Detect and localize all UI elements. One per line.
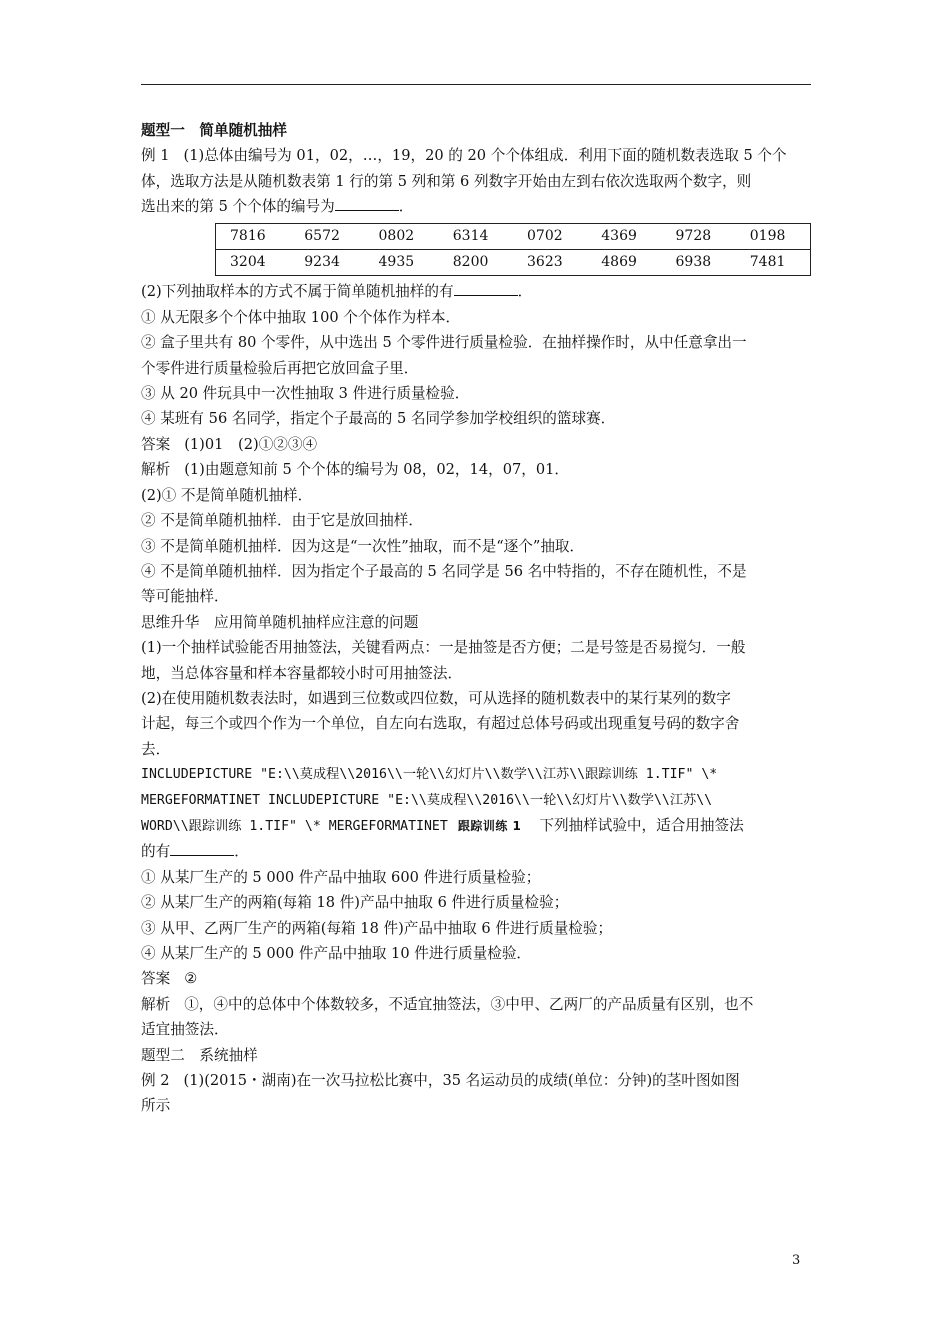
table-cell: 7481 (736, 250, 811, 276)
table-row (216, 250, 811, 276)
example1-analysis-first: 解析 (1)由题意知前 5 个个体的编号为 08，02，14，07，01． (141, 461, 570, 479)
table-cell: 6938 (662, 250, 736, 276)
example2-label: 例 2 (141, 1072, 170, 1090)
example1-line-2: 体，选取方法是从随机数表第 1 行的第 5 列和第 6 列数字开始由左到右依次选取两个数字，则 (141, 172, 752, 190)
example1-answer (141, 432, 811, 457)
thinking-line: (2)在使用随机数表法时，如遇到三位数或四位数，可从选择的随机数表中的某行某列的数字 (141, 689, 731, 707)
table-cell: 3204 (216, 250, 291, 276)
analysis-label: 解析 (141, 461, 171, 479)
table-cell: 0198 (749, 227, 786, 244)
include-field-line-3: WORD\\跟踪训练 1.TIF" \* MERGEFORMATINET (141, 818, 448, 834)
table-cell: 4369 (601, 227, 637, 244)
option-line: ④ 从某厂生产的 5 000 件产品中抽取 10 件进行质量检验． (141, 945, 532, 962)
example1-part2-intro: (2)下列抽取样本的方式不属于简单随机抽样的有 ． (141, 283, 533, 301)
example2-line-1: 例 2 (1)(2015・湖南)在一次马拉松比赛中，35 名运动员的成绩(单位：分钟)的茎叶图如图 (141, 1072, 740, 1090)
table-cell: 3623 (513, 250, 587, 276)
analysis-line: ④ 不是简单随机抽样．因为指定个子最高的 5 名同学是 56 名中特指的，不存在随机性，不是 (141, 562, 747, 580)
option-line: 个零件进行质量检验后再把它放回盒子里． (141, 359, 419, 377)
thinking-line: 地，当总体容量和样本容量都较小时可用抽签法． (141, 664, 463, 682)
option-line: ③ 从甲、乙两厂生产的两箱(每箱 18 件)产品中抽取 6 件进行质量检验； (141, 919, 613, 937)
document-body (141, 118, 811, 1119)
answer-label: 答案 (141, 435, 171, 453)
practice1-question: WORD\\跟踪训练 1.TIF" \* MERGEFORMATINET 跟踪训练 1 下列抽样试验中，适合用抽签法 (141, 813, 811, 839)
include-field-line-2: MERGEFORMATINET INCLUDEPICTURE "E:\\莫成程\\2016\\一轮\\幻灯片\\数学\\江苏\\ (141, 792, 713, 808)
option-line: ④ 某班有 56 名同学，指定个子最高的 5 名同学参加学校组织的篮球赛． (141, 410, 616, 428)
answer-label: 答案 (141, 970, 171, 988)
option-line: ① 从无限多个个体中抽取 100 个个体作为样本． (141, 308, 461, 326)
thinking-line: (1)一个抽样试验能否用抽签法，关键看两点：一是抽签是否方便；二是号签是否易搅匀．一般 (141, 639, 746, 657)
analysis-line: 等可能抽样． (141, 588, 229, 606)
answer-text: ② (184, 970, 198, 988)
analysis-label: 解析 (141, 995, 171, 1013)
section-heading-1: 题型一 简单随机抽样 (141, 122, 287, 139)
table-cell: 7816 (230, 227, 266, 244)
table-cell: 4935 (365, 250, 439, 276)
example2-line-2: 所示 (141, 1097, 171, 1115)
answer-blank (335, 196, 399, 211)
thinking-line: 计起，每三个或四个作为一个单位，自左向右选取，有超过总体号码或出现重复号码的数字舍 (141, 715, 740, 733)
table-cell: 6572 (304, 227, 340, 244)
table-cell: 9728 (675, 227, 712, 244)
practice-badge: 跟踪训练 1 (457, 818, 522, 833)
option-line: ③ 从 20 件玩具中一次性抽取 3 件进行质量检验． (141, 385, 470, 403)
table-cell: 0802 (378, 227, 415, 244)
table-cell: 8200 (439, 250, 513, 276)
thinking-line: 去． (141, 740, 171, 758)
table-row (216, 223, 811, 249)
option-line: ② 盒子里共有 80 个零件，从中选出 5 个零件进行质量检验．在抽样操作时，从中任意拿出一 (141, 334, 747, 352)
example1-label: 例 1 (141, 147, 170, 165)
table-cell: 9234 (290, 250, 364, 276)
page-number: 3 (792, 1253, 801, 1268)
include-field-line-1: INCLUDEPICTURE "E:\\莫成程\\2016\\一轮\\幻灯片\\数学\\江苏\\跟踪训练 1.TIF" \* (141, 767, 718, 783)
practice1-analysis-first: 解析 ①，④中的总体中个体数较多，不适宜抽签法，③中甲、乙两厂的产品质量有区别，也不 (141, 995, 754, 1013)
example1-line-1 (141, 143, 811, 168)
option-line: ② 从某厂生产的两箱(每箱 18 件)产品中抽取 6 件进行质量检验； (141, 894, 569, 912)
answer-blank (454, 281, 518, 296)
answer-blank (170, 841, 234, 856)
analysis-line: ② 不是简单随机抽样．由于它是放回抽样． (141, 512, 423, 530)
analysis-line: ③ 不是简单随机抽样．因为这是“一次性”抽取，而不是“逐个”抽取． (141, 537, 585, 555)
answer-text: (1)01 (2)①②③④ (184, 435, 318, 453)
thinking-title: 思维升华 应用简单随机抽样应注意的问题 (141, 613, 419, 631)
practice1-answer (141, 966, 811, 991)
analysis-line: (2)① 不是简单随机抽样． (141, 486, 313, 504)
practice1-question-cont: 的有 ． (141, 843, 249, 861)
table-cell: 0702 (527, 227, 563, 244)
section-heading-2: 题型二 系统抽样 (141, 1046, 258, 1064)
table-cell: 4869 (587, 250, 661, 276)
random-number-table (215, 223, 811, 277)
example1-line-3: 选出来的第 5 个个体的编号为 ． (141, 198, 414, 216)
analysis-line: 适宜抽签法． (141, 1021, 229, 1039)
header-rule (141, 84, 811, 85)
example1-text-1: (1)总体由编号为 01，02，…，19，20 的 20 个个体组成．利用下面的随机数表选取 5 个个 (183, 147, 787, 165)
table-cell: 6314 (452, 227, 489, 244)
option-line: ① 从某厂生产的 5 000 件产品中抽取 600 件进行质量检验； (141, 868, 541, 886)
